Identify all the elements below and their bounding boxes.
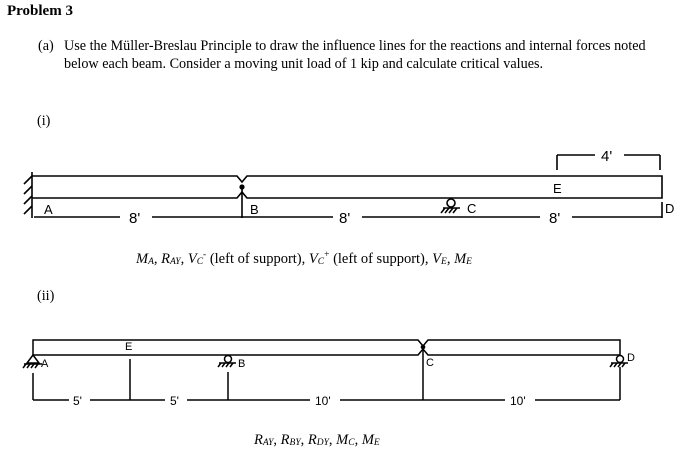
point-a-label: A [41, 358, 49, 370]
beam-ii-body [33, 340, 620, 355]
problem-title: Problem 3 [7, 3, 73, 19]
beam-ii-label: (ii) [37, 288, 55, 304]
point-a-label: A [44, 202, 53, 217]
dim-eb: 5' [170, 394, 179, 408]
point-e-label: E [553, 181, 562, 196]
pin-support-icon [23, 355, 42, 368]
dim-cd: 10' [510, 394, 526, 408]
point-d-label: D [627, 352, 635, 364]
beam-ii-quantities: $R_{AY}$, $R_{BY}$, $R_{DY}$, $M_C$, $M_E$ [254, 432, 380, 448]
roller-support-icon [610, 356, 628, 368]
part-a-text: Use the Müller-Breslau Principle to draw the influence lines for the reactions and internal forces noted below each beam. Consider a moving unit load of 1 kip and calculate critical values. [64, 38, 646, 72]
hinge-icon [421, 345, 424, 348]
dim-bc: 10' [315, 394, 331, 408]
dim-ab: 8' [129, 210, 141, 227]
beam-i-label: (i) [37, 113, 51, 129]
point-b-label: B [238, 358, 246, 370]
roller-support-icon [218, 356, 236, 368]
dim-bc: 8' [339, 210, 351, 227]
point-d-label: D [665, 201, 675, 216]
point-e-label: E [125, 341, 133, 353]
dim-cd: 8' [549, 210, 561, 227]
part-a-label: (a) [38, 38, 54, 54]
point-c-label: C [426, 357, 434, 369]
point-b-label: B [250, 202, 259, 217]
beam-i-quantities: $M_A$, $R_{AY}$, $V_C^-$ (left of support), $V_C^+$ (left of support), $V_E$, $M_E$ [136, 250, 472, 267]
point-c-label: C [467, 201, 477, 216]
dim-ed: 4' [601, 148, 613, 165]
dim-ae: 5' [73, 394, 82, 408]
